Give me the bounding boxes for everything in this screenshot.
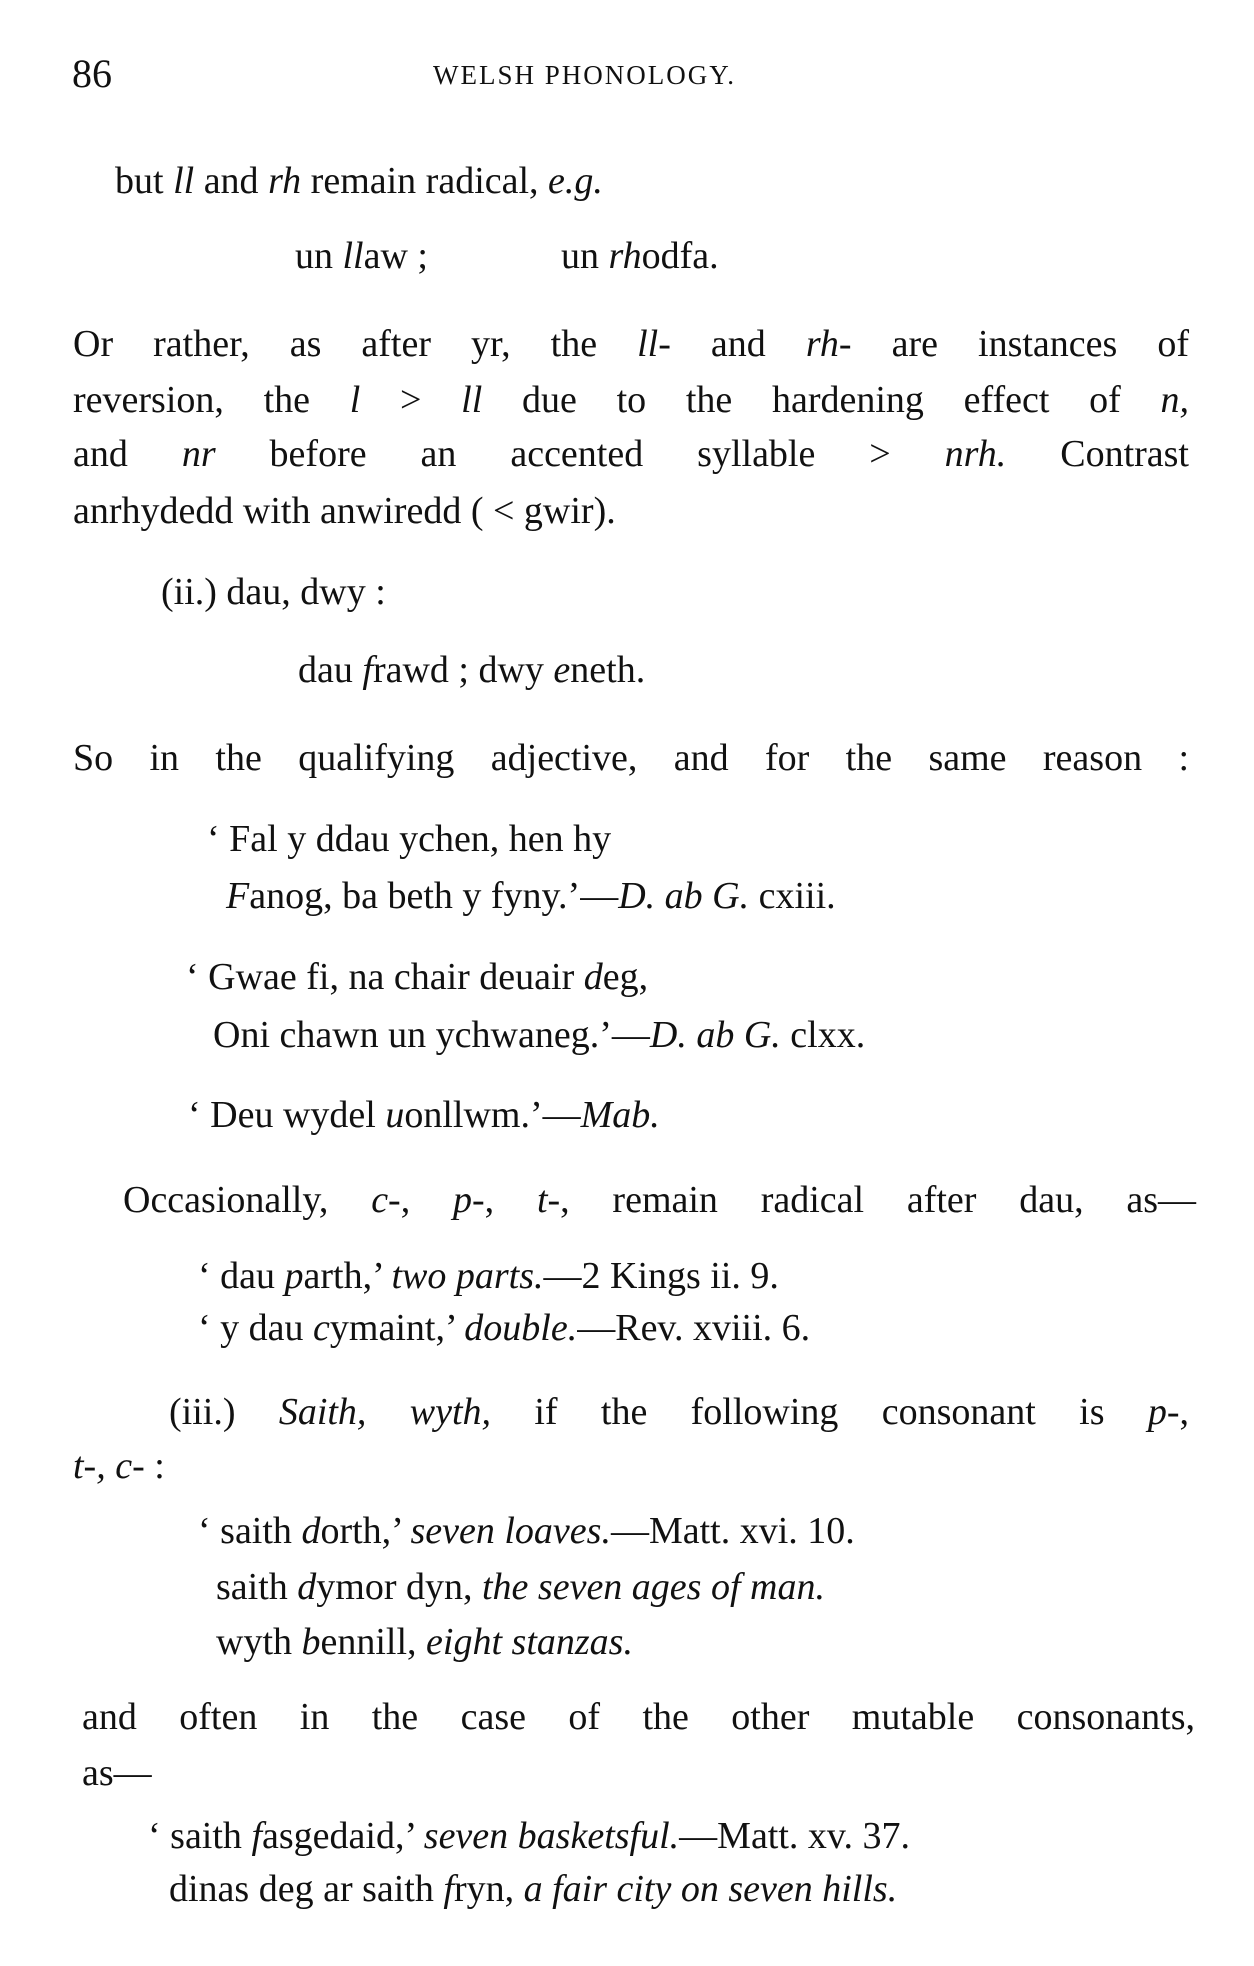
page-number: 86 <box>72 51 112 96</box>
italic-text: ll <box>173 160 195 202</box>
text-line <box>82 1750 152 1796</box>
text-line <box>82 1694 1195 1740</box>
text-segment: ennill, <box>320 1621 427 1663</box>
text-segment: ymaint,’ <box>329 1307 465 1349</box>
text-segment: aw ; <box>363 235 428 277</box>
italic-text: D. ab G. <box>618 875 750 917</box>
italic-text: D. ab G. <box>649 1014 781 1056</box>
italic-text: Mab. <box>580 1094 660 1136</box>
italic-text: e.g. <box>548 160 603 202</box>
text-segment: reversion, the <box>73 379 350 421</box>
running-title: WELSH PHONOLOGY. <box>433 60 737 90</box>
text-line <box>198 1253 779 1299</box>
text-segment: ‘ Deu wydel <box>188 1094 386 1136</box>
text-segment: odfa. <box>641 235 719 277</box>
italic-text: b <box>301 1621 321 1663</box>
italic-text: d <box>297 1566 317 1608</box>
text-segment: and <box>194 160 269 202</box>
text-line <box>73 321 1189 367</box>
text-line <box>123 1177 1196 1223</box>
text-line <box>216 1619 633 1665</box>
text-line <box>198 1305 810 1351</box>
text-segment: onllwm.’— <box>404 1094 581 1136</box>
italic-text: c- <box>371 1179 401 1221</box>
text-line <box>73 735 1189 781</box>
text-segment: saith <box>216 1566 298 1608</box>
text-segment: anog, ba beth y fyny.’— <box>249 875 619 917</box>
italic-text: n, <box>1160 379 1189 421</box>
italic-text: d <box>583 956 603 998</box>
text-line <box>161 569 386 615</box>
text-segment: un <box>295 235 343 277</box>
text-segment: neth. <box>570 649 646 691</box>
italic-text: a fair city on seven hills. <box>523 1868 898 1910</box>
italic-text: e <box>553 649 571 691</box>
italic-text: p- <box>453 1179 485 1221</box>
text-segment: ymor dyn, <box>316 1566 482 1608</box>
text-segment: —2 Kings ii. 9. <box>543 1255 779 1297</box>
text-segment: ‘ Gwae fi, na chair deuair <box>186 956 584 998</box>
text-segment: cxiii. <box>749 875 836 917</box>
text-segment: Occasionally, <box>123 1179 372 1221</box>
text-line <box>73 377 1189 423</box>
text-segment: but <box>115 160 174 202</box>
text-segment: Oni chawn un ychwaneg.’— <box>213 1014 650 1056</box>
text-segment: as— <box>82 1752 152 1794</box>
italic-text: eight stanzas. <box>426 1621 633 1663</box>
text-line <box>226 873 836 919</box>
text-segment: Contrast <box>1006 433 1189 475</box>
text-line <box>295 233 428 279</box>
text-line <box>73 431 1189 477</box>
italic-text: u <box>385 1094 405 1136</box>
italic-text: p <box>284 1255 304 1297</box>
italic-text: d <box>301 1510 321 1552</box>
text-segment: > <box>360 379 462 421</box>
italic-text: f <box>362 649 373 691</box>
text-segment: ‘ y dau <box>198 1307 314 1349</box>
text-line <box>213 1012 865 1058</box>
text-segment: are instances of <box>851 323 1189 365</box>
text-line <box>148 1813 910 1859</box>
text-segment: orth,’ <box>320 1510 411 1552</box>
text-segment: So in the qualifying adjective, and for the same reason : <box>73 737 1189 779</box>
italic-text: two parts. <box>391 1255 544 1297</box>
italic-text: double. <box>464 1307 578 1349</box>
italic-text: t-, c- <box>73 1445 145 1487</box>
text-segment: , <box>1179 1391 1189 1433</box>
text-segment: , <box>484 1179 537 1221</box>
italic-text: nrh. <box>944 433 1007 475</box>
text-line <box>186 954 648 1000</box>
text-segment: —Rev. xviii. 6. <box>577 1307 811 1349</box>
text-segment: dau <box>298 649 363 691</box>
italic-text: t- <box>536 1179 561 1221</box>
text-segment: asgedaid,’ <box>262 1815 424 1857</box>
text-segment: : <box>144 1445 165 1487</box>
text-segment: Or rather, as after yr, the <box>73 323 638 365</box>
italic-text: c <box>313 1307 330 1349</box>
text-segment: anrhydedd with anwiredd ( < gwir). <box>73 490 616 532</box>
italic-text: Saith, wyth, <box>278 1391 492 1433</box>
text-segment: ‘ Fal y ddau ychen, hen hy <box>207 818 612 860</box>
text-segment: wyth <box>216 1621 302 1663</box>
text-segment: (ii.) dau, dwy : <box>161 571 386 613</box>
italic-text: rh <box>608 235 642 277</box>
italic-text: ll <box>342 235 364 277</box>
text-line <box>73 1443 165 1489</box>
italic-text: seven basketsful. <box>423 1815 680 1857</box>
text-segment: ‘ saith <box>148 1815 252 1857</box>
italic-text: f <box>251 1815 262 1857</box>
text-segment: (iii.) <box>169 1391 279 1433</box>
text-segment: arth,’ <box>303 1255 392 1297</box>
text-segment: , remain radical after dau, as— <box>560 1179 1197 1221</box>
italic-text: p- <box>1147 1391 1180 1433</box>
text-segment: un <box>561 235 609 277</box>
text-segment: dinas deg ar saith <box>169 1868 444 1910</box>
text-line <box>169 1866 897 1912</box>
text-segment: —Matt. xv. 37. <box>679 1815 910 1857</box>
italic-text: rh <box>268 160 302 202</box>
italic-text: the seven ages of man. <box>482 1566 825 1608</box>
text-segment: rawd ; dwy <box>372 649 554 691</box>
text-line <box>298 647 645 693</box>
italic-text: ll- <box>637 323 671 365</box>
text-segment: , <box>400 1179 453 1221</box>
text-line <box>169 1389 1189 1435</box>
text-segment: and <box>670 323 806 365</box>
text-segment: due to the hardening effect of <box>482 379 1161 421</box>
text-segment: ‘ saith <box>198 1510 302 1552</box>
text-segment: and <box>73 433 182 475</box>
italic-text: nr <box>181 433 216 475</box>
italic-text: ll <box>461 379 483 421</box>
italic-text: f <box>443 1868 454 1910</box>
text-segment: ryn, <box>453 1868 524 1910</box>
text-segment: before an accented syllable > <box>215 433 945 475</box>
text-segment: eg, <box>602 956 649 998</box>
text-segment: and often in the case of the other mutable consonants, <box>82 1696 1195 1738</box>
text-line <box>561 233 719 279</box>
text-segment: remain radical, <box>301 160 549 202</box>
text-line <box>216 1564 825 1610</box>
text-segment: ‘ dau <box>198 1255 285 1297</box>
text-segment: if the following consonant is <box>491 1391 1148 1433</box>
text-line <box>73 488 616 534</box>
italic-text: rh- <box>805 323 852 365</box>
text-line <box>198 1508 855 1554</box>
text-line <box>188 1092 660 1138</box>
text-segment: clxx. <box>780 1014 866 1056</box>
text-line <box>207 816 611 862</box>
text-line <box>115 158 603 204</box>
italic-text: seven loaves. <box>410 1510 611 1552</box>
italic-text: F <box>226 875 250 917</box>
text-segment: —Matt. xvi. 10. <box>610 1510 855 1552</box>
italic-text: l <box>349 379 361 421</box>
